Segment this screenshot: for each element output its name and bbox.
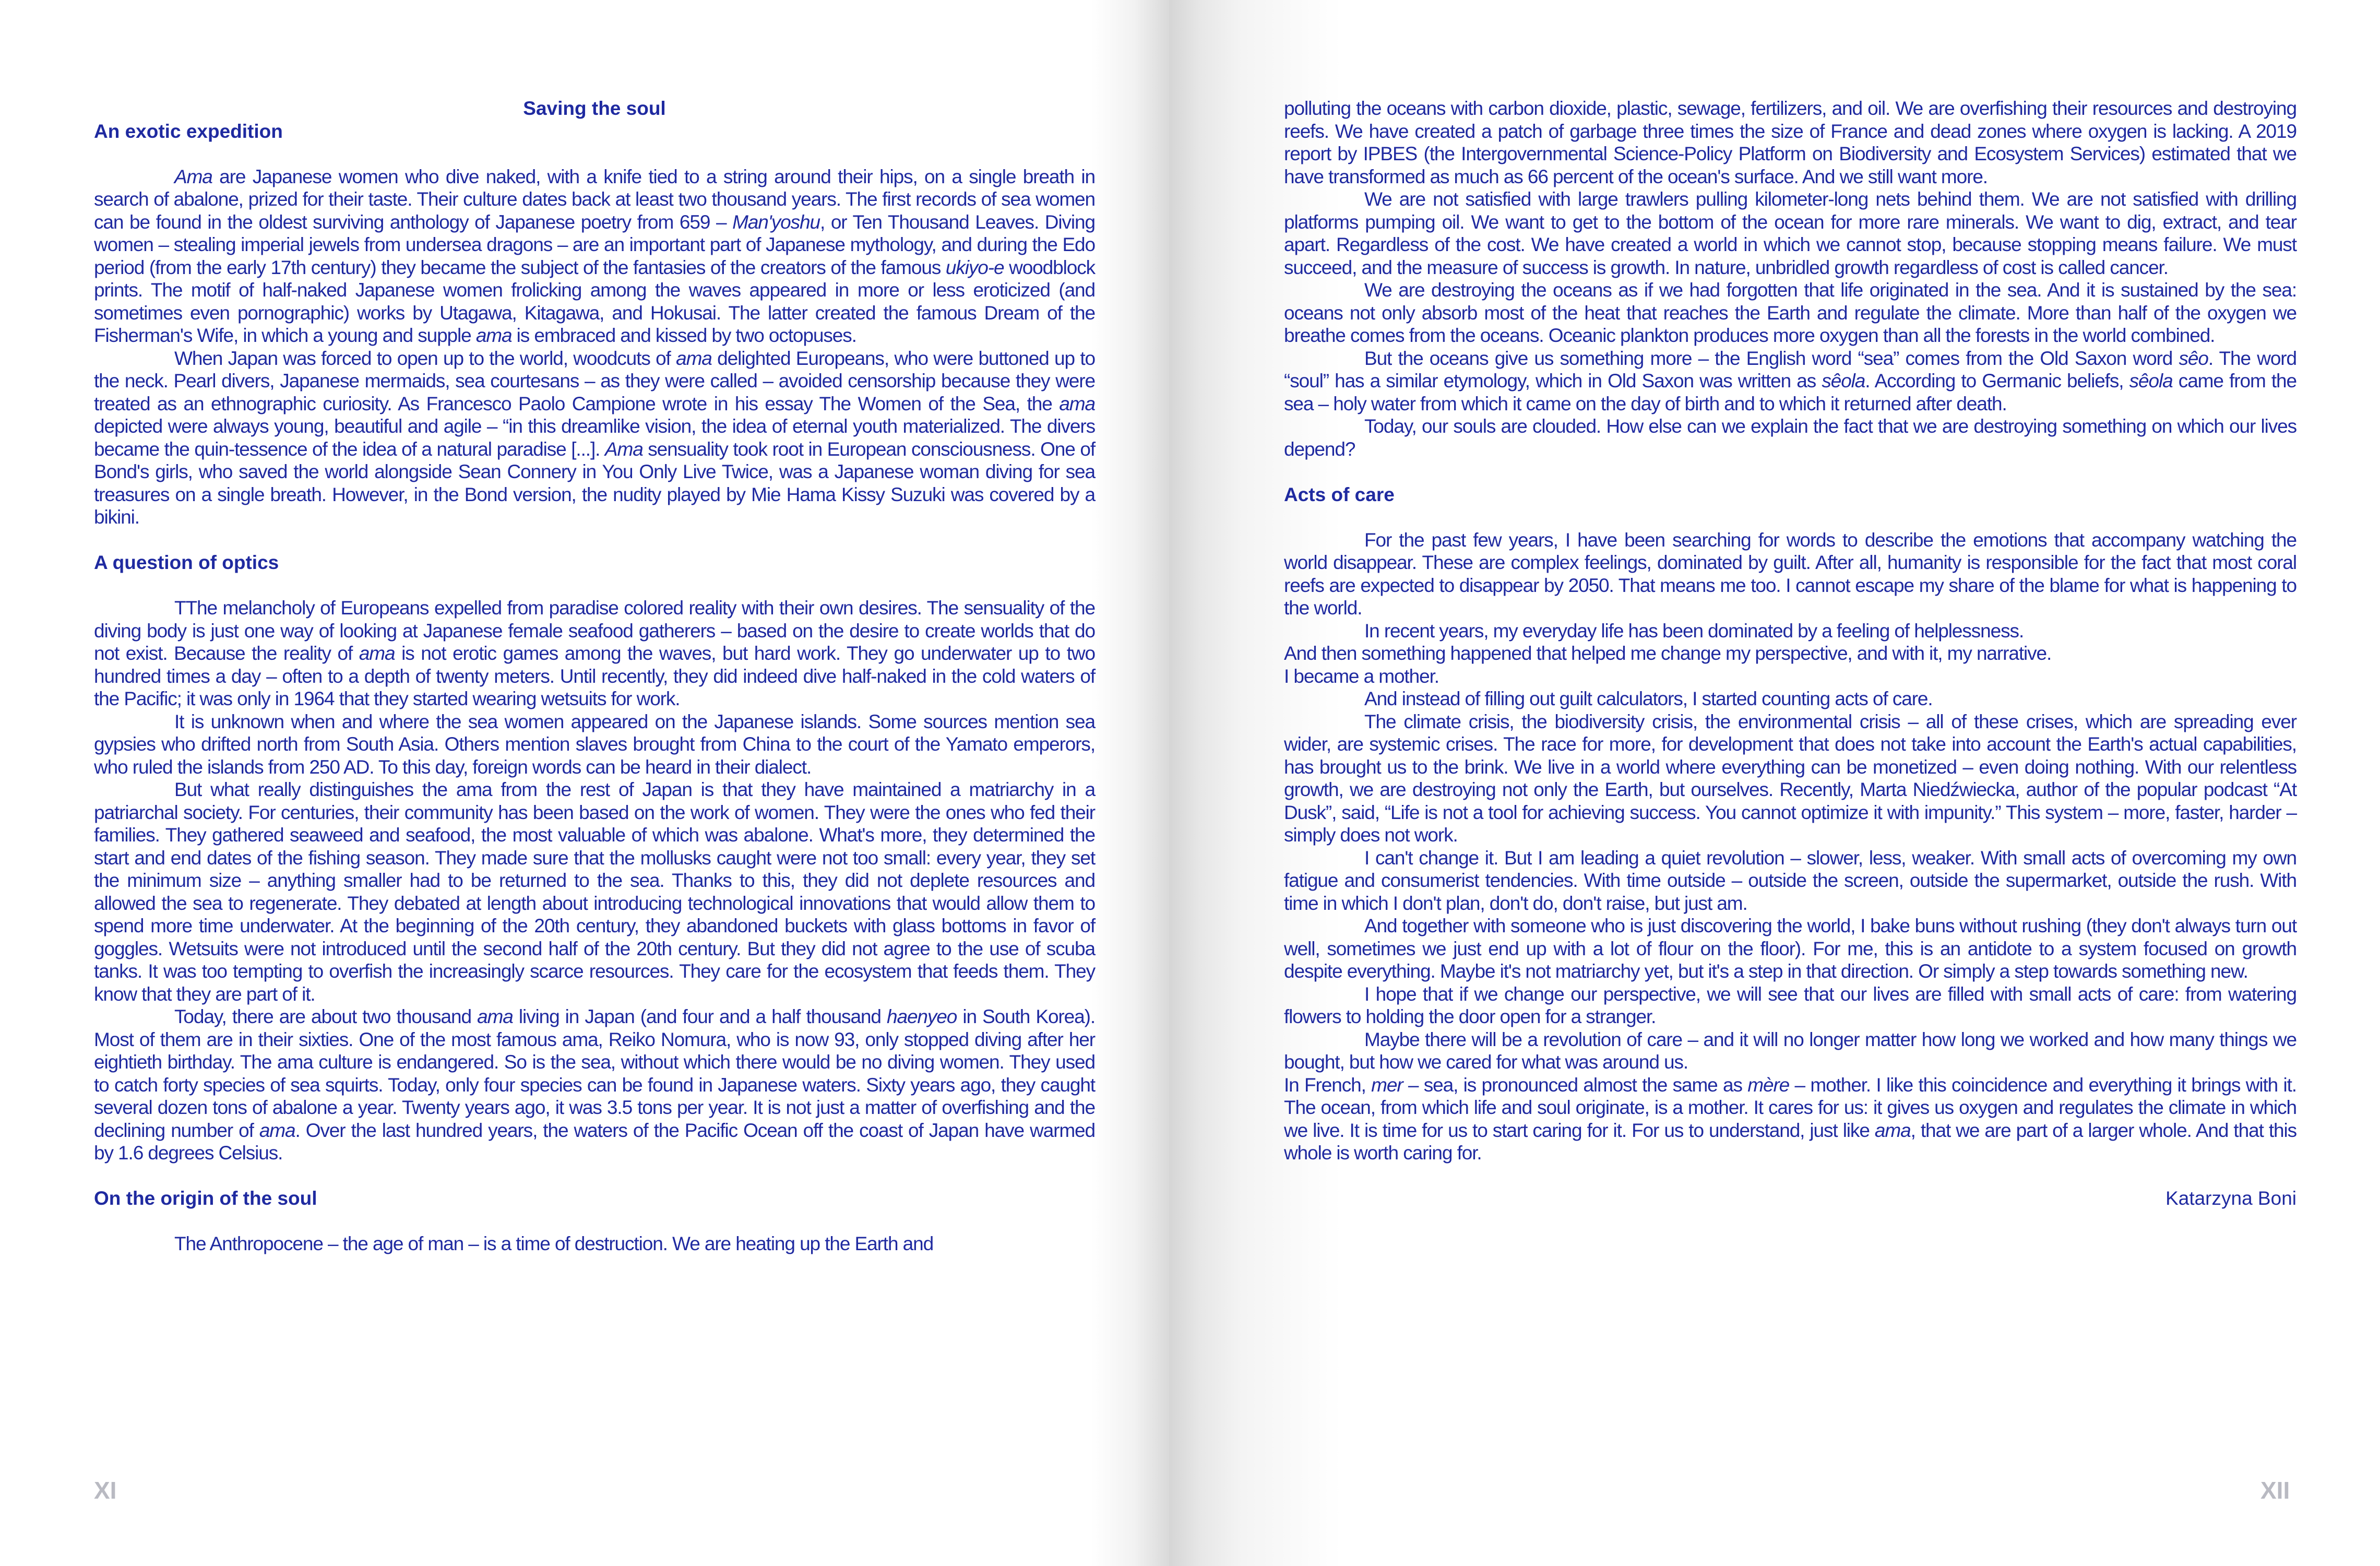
right-text-column xyxy=(1284,97,2296,1210)
paragraph: In recent years, my everyday life has been dominated by a feeling of helplessness. xyxy=(1364,620,2024,642)
paragraph: When Japan was forced to open up to the world, woodcuts of ama delighted Europeans, who were buttoned up to the neck. Pearl divers, Japanese mermaids, sea courtesans – as they were called – avoided censorship because they were treated as an ethnographic curiosity. As Francesco Paolo Campione wrote in his essay The Women of the Sea, the ama depicted were always young, beautiful and agile – “in this dreamlike vision, the idea of eternal youth materialized. The divers became the quin-tessence of the idea of a natural paradise [...]. Ama sensuality took root in European consciousness. One of Bond's girls, who saved the world alongside Sean Connery in You Only Live Twice, was a Japanese woman diving for sea treasures on a single breath. However, in the Bond version, the nudity played by Mie Hama Kissy Suzuki was covered by a bikini. xyxy=(94,347,1095,528)
author-signature: Katarzyna Boni xyxy=(2165,1188,2296,1209)
paragraph: We are destroying the oceans as if we had forgotten that life originated in the sea. And it is sustained by the sea: oceans not only absorb most of the heat that reaches the Earth and regulate the climate. More than half of the oxygen we breathe comes from the oceans. Oceanic plankton produces more oxygen than all the forests in the world combined. xyxy=(1284,279,2296,346)
paragraph: polluting the oceans with carbon dioxide, plastic, sewage, fertilizers, and oil. We are overfishing their resources and destroying reefs. We have created a patch of garbage three times the size of France and dead zones where oxygen is lacking. A 2019 report by IPBES (the Intergovernmental Science-Policy Platform on Biodiversity and Ecosystem Services) estimated that we have transformed as much as 66 percent of the ocean's surface. And we still want more. xyxy=(1284,98,2296,187)
paragraph: But what really distinguishes the ama from the rest of Japan is that they have maintained a matriarchy in a patriarchal society. For centuries, their community has been based on the work of women. They were the ones who fed their families. They gathered seaweed and seafood, the most valuable of which was abalone. What's more, they determined the start and end dates of the fishing season. They made sure that the mollusks caught were not too small: every year, they set the minimum size – anything smaller had to be returned to the sea. Thanks to this, they did not deplete resources and allowed the sea to regenerate. They debated at length about introducing technological innovations that would allow them to spend more time underwater. At the beginning of the 20th century, they abandoned buckets with glass bottoms in favor of goggles. Wetsuits were not introduced until the second half of the 20th century. But they did not agree to the use of scuba tanks. It was too tempting to overfish the increasingly scarce resources. They care for the ecosystem that feeds them. They know that they are part of it. xyxy=(94,779,1095,1005)
paragraph: I can't change it. But I am leading a quiet revolution – slower, less, weaker. With small acts of overcoming my own fatigue and consumerist tendencies. With time outside – outside the screen, outside the supermarket, outside the rush. With time in which I don't plan, don't do, don't raise, but just am. xyxy=(1284,847,2296,914)
paragraph: And instead of filling out guilt calculators, I started counting acts of care. xyxy=(1364,688,1933,709)
page-gutter-shadow xyxy=(1091,0,1169,1566)
article-title: Saving the soul xyxy=(523,98,666,119)
paragraph: For the past few years, I have been searching for words to describe the emotions that accompany watching the world disappear. These are complex feelings, dominated by guilt. After all, humanity is responsible for the fact that most coral reefs are expected to disappear by 2050. That means me too. I cannot escape my share of the blame for what is happening to the world. xyxy=(1284,529,2296,619)
paragraph: Today, our souls are clouded. How else can we explain the fact that we are destroying something on which our lives depend? xyxy=(1284,416,2296,460)
left-page xyxy=(0,0,1169,1566)
paragraph: Ama are Japanese women who dive naked, with a knife tied to a string around their hips, on a single breath in search of abalone, prized for their taste. Their culture dates back at least two thousand years. The first records of sea women can be found in the oldest surviving anthology of Japanese poetry from 659 – Man'yoshu, or Ten Thousand Leaves. Diving women – stealing imperial jewels from undersea dragons – are an important part of Japanese mythology, and during the Edo period (from the early 17th century) they became the subject of the fantasies of the creators of the famous ukiyo-e woodblock prints. The motif of half-naked Japanese women frolicking among the waves appeared in more or less eroticized (and sometimes even pornographic) works by Utagawa, Kitagawa, and Hokusai. The latter created the famous Dream of the Fisherman's Wife, in which a young and supple ama is embraced and kissed by two octopuses. xyxy=(94,165,1096,346)
paragraph: We are not satisfied with large trawlers pulling kilometer-long nets behind them. We are not satisfied with drilling platforms pumping oil. We want to get to the bottom of the ocean for more rare minerals. We want to dig, extract, and tear apart. Regardless of the cost. We have created a world in which we cannot stop, because stopping means failure. We must succeed, and the measure of success is growth. In nature, unbridled growth regardless of cost is called cancer. xyxy=(1284,188,2296,278)
paragraph: And then something happened that helped me change my perspective, and with it, my narrative. xyxy=(1284,643,2052,664)
paragraph: In French, mer – sea, is pronounced almost the same as mère – mother. I like this coincidence and everything it brings with it. The ocean, from which life and soul originate, is a mother. It cares for us: it gives us oxygen and regulates the climate in which we live. It is time for us to start caring for it. For us to understand, just like ama, that we are part of a larger whole. And that this whole is worth caring for. xyxy=(1284,1074,2296,1164)
paragraph: The climate crisis, the biodiversity crisis, the environmental crisis – all of these crises, which are spreading ever wider, are systemic crises. The race for more, for development that does not take into account the Earth's actual capabilities, has brought us to the brink. We live in a world where everything can be monetized – even doing nothing. With our relentless growth, we are destroying not only the Earth, but ourselves. Recently, Marta Niedźwiecka, author of the popular podcast “At Dusk”, said, “Life is not a tool for achieving success. You cannot optimize it with impunity.” This system – more, faster, harder – simply does not work. xyxy=(1284,710,2296,846)
paragraph: The Anthropocene – the age of man – is a time of destruction. We are heating up the Earth and xyxy=(174,1233,934,1254)
paragraph: And together with someone who is just discovering the world, I bake buns without rushing (they don't always turn out well, sometimes we just end up with a lot of flour on the floor). For me, this is an antidote to a system focused on growth despite everything. Maybe it's not matriarchy yet, but it's a step in that direction. Or simply a step towards something new. xyxy=(1284,915,2296,982)
left-text-column xyxy=(94,97,1095,1255)
paragraph: I became a mother. xyxy=(1284,665,1439,687)
heading-exotic-expedition: An exotic expedition xyxy=(94,120,283,142)
paragraph: It is unknown when and where the sea women appeared on the Japanese islands. Some sources mention sea gypsies who drifted north from South Asia. Others mention slaves brought from China to the court of the Yamato emperors, who ruled the islands from 250 AD. To this day, foreign words can be heard in their dialect. xyxy=(94,710,1095,778)
paragraph: Today, there are about two thousand ama living in Japan (and four and a half thousand haenyeo in South Korea). Most of them are in their sixties. One of the most famous ama, Reiko Nomura, who is now 93, only stopped diving after her eightieth birthday. The ama culture is endangered. So is the sea, without which there would be no diving women. They used to catch forty species of sea squirts. Today, only four species can be found in Japanese waters. Sixty years ago, they caught several dozen tons of abalone a year. Twenty years ago, it was 3.5 tons per year. It is not just a matter of overfishing and the declining number of ama. Over the last hundred years, the waters of the Pacific Ocean off the coast of Japan have warmed by 1.6 degrees Celsius. xyxy=(94,1006,1095,1164)
paragraph: TThe melancholy of Europeans expelled from paradise colored reality with their own desires. The sensuality of the diving body is just one way of looking at Japanese female seafood gatherers – based on the desire to create worlds that do not exist. Because the reality of ama is not erotic games among the waves, but hard work. They go underwater up to two hundred times a day – often to a depth of twenty meters. Until recently, they did indeed dive half-naked in the cold waters of the Pacific; it was only in 1964 that they started wearing wetsuits for work. xyxy=(94,597,1095,709)
paragraph: But the oceans give us something more – the English word “sea” comes from the Old Saxon word sêo. The word “soul” has a similar etymology, which in Old Saxon was written as sêola. According to Germanic beliefs, sêola came from the sea – holy water from which it came on the day of birth and to which it returned after death. xyxy=(1284,347,2297,414)
heading-acts-of-care: Acts of care xyxy=(1284,483,1395,505)
paragraph: I hope that if we change our perspective, we will see that our lives are filled with small acts of care: from watering flowers to holding the door open for a stranger. xyxy=(1284,983,2296,1027)
heading-origin-of-soul: On the origin of the soul xyxy=(94,1188,317,1209)
page-number-right: XII xyxy=(2260,1477,2290,1504)
heading-question-of-optics: A question of optics xyxy=(94,552,279,573)
right-page xyxy=(1169,0,2380,1566)
page-number-left: XI xyxy=(94,1477,117,1504)
paragraph: Maybe there will be a revolution of care – and it will no longer matter how long we worked and how many things we bought, but how we cared for what was around us. xyxy=(1284,1028,2296,1073)
